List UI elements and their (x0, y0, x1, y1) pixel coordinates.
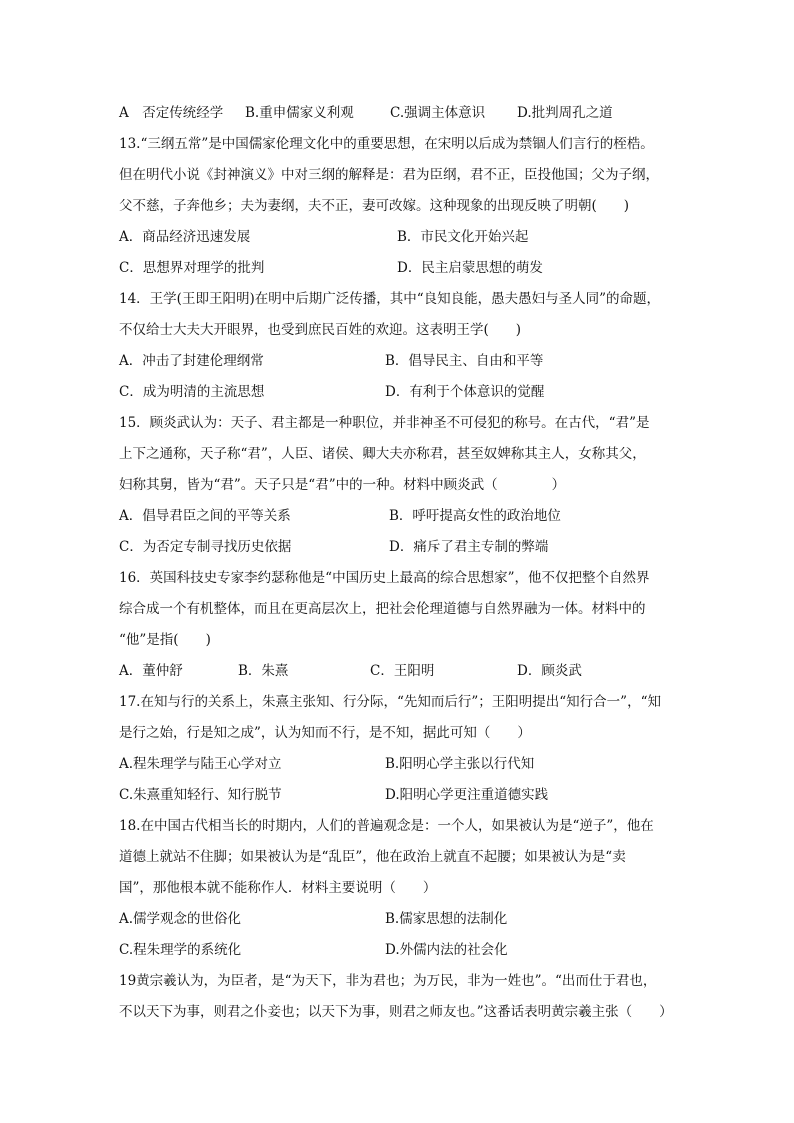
q18-option-d: D.外儒内法的社会化 (385, 942, 508, 958)
q18-stem-line-2: 道德上就站不住脚；如果被认为是“乱臣”，他在政治上就直不起腰；如果被认为是“卖 (119, 849, 626, 865)
q16-stem-line-1: 16．英国科技史专家李约瑟称他是“中国历史上最高的综合思想家”，他不仅把整个自然界 (119, 570, 650, 586)
q12-option-c: C.强调主体意识 (390, 105, 486, 121)
q12-option-d: D.批判周孔之道 (517, 105, 613, 121)
q15-stem-line-1: 15．顾炎武认为：天子、君主都是一种职位，并非神圣不可侵犯的称号。在古代，“君”是 (119, 415, 650, 431)
q15-stem-line-3: 妇称其舅，皆为“君”。天子只是“君”中的一种。材料中顾炎武（ ） (119, 477, 566, 493)
q12-option-a: A 否定传统经学 (119, 105, 224, 121)
q15-option-a: A．倡导君臣之间的平等关系 (119, 508, 291, 524)
q17-stem-line-2: 是行之始，行是知之成”，认为知而不行，是不知，据此可知（ ） (119, 725, 531, 741)
q13-option-c: C．思想界对理学的批判 (119, 260, 265, 276)
q17-option-c: C.朱熹重知轻行、知行脱节 (119, 787, 282, 803)
q16-option-a: A．董仲舒 (119, 663, 183, 679)
q17-option-d: D.阳明心学更注重道德实践 (385, 787, 549, 803)
q17-option-b: B.阳明心学主张以行代知 (385, 756, 535, 772)
q18-stem-line-3: 国”，那他根本就不能称作人．材料主要说明（ ） (119, 880, 437, 896)
q16-option-d: D．顾炎武 (517, 663, 582, 679)
q13-stem-line-2: 但在明代小说《封神演义》中对三纲的解释是：君为臣纲，君不正，臣投他国；父为子纲， (119, 167, 659, 183)
q16-option-c: C．王阳明 (370, 663, 435, 679)
q14-stem-line-1: 14．王学(王即王阳明)在明中后期广泛传播，其中“良知良能，愚夫愚妇与圣人同”的命题， (119, 291, 661, 307)
q14-option-c: C．成为明清的主流思想 (119, 384, 265, 400)
q18-option-a: A.儒学观念的世俗化 (119, 911, 242, 927)
q17-option-a: A.程朱理学与陆王心学对立 (119, 756, 282, 772)
q13-option-d: D．民主启蒙思想的萌发 (397, 260, 543, 276)
q15-option-b: B．呼吁提高女性的政治地位 (389, 508, 561, 524)
q18-option-c: C.程朱理学的系统化 (119, 942, 242, 958)
q14-option-b: B．倡导民主、自由和平等 (385, 353, 544, 369)
q18-option-b: B.儒家思想的法制化 (385, 911, 508, 927)
q16-stem-line-2: 综合成一个有机整体，而且在更高层次上，把社会伦理道德与自然界融为一体。材料中的 (119, 601, 646, 617)
q14-option-d: D．有利于个体意识的觉醒 (385, 384, 545, 400)
q13-option-a: A．商品经济迅速发展 (119, 229, 251, 245)
q16-stem-line-3: “他”是指( ) (119, 632, 211, 648)
q16-option-b: B．朱熹 (238, 663, 289, 679)
q15-option-c: C．为否定专制寻找历史依据 (119, 539, 292, 555)
q19-stem-line-2: 不以天下为事，则君之仆妾也；以天下为事，则君之师友也。”这番话表明黄宗羲主张（ ） (119, 1004, 673, 1020)
q17-stem-line-1: 17.在知与行的关系上，朱熹主张知、行分际，“先知而后行”；王阳明提出“知行合一”，“知 (119, 694, 661, 710)
q13-stem-line-1: 13.“三纲五常”是中国儒家伦理文化中的重要思想，在宋明以后成为禁锢人们言行的桎梏。 (119, 136, 654, 152)
q14-option-a: A．冲击了封建伦理纲常 (119, 353, 264, 369)
q13-stem-line-3: 父不慈，子奔他乡；夫为妻纲，夫不正，妻可改嫁。这种现象的出现反映了明朝( ) (119, 198, 630, 214)
q19-stem-line-1: 19黄宗羲认为，为臣者，是“为天下，非为君也；为万民，非为一姓也”。“出而仕于君也， (119, 973, 657, 989)
q18-stem-line-1: 18.在中国古代相当长的时期内，人们的普遍观念是：一个人，如果被认为是“逆子”，他在 (119, 818, 654, 834)
q13-option-b: B．市民文化开始兴起 (397, 229, 529, 245)
q15-option-d: D．痛斥了君主专制的弊端 (389, 539, 549, 555)
q14-stem-line-2: 不仅给士大夫大开眼界，也受到庶民百姓的欢迎。这表明王学( ) (119, 322, 522, 338)
q15-stem-line-2: 上下之通称，天子称“君”，人臣、诸侯、卿大夫亦称君，甚至奴婢称其主人，女称其父， (119, 446, 646, 462)
q12-option-b: B.重申儒家义利观 (245, 105, 354, 121)
